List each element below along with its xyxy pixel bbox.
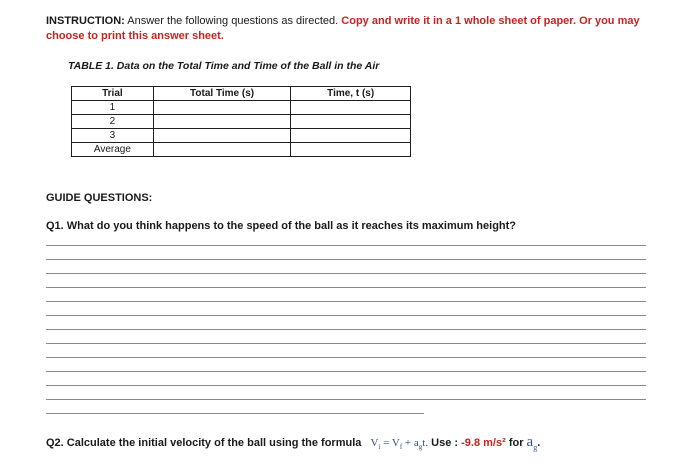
time-cell[interactable] bbox=[291, 143, 411, 157]
answer-line[interactable] bbox=[46, 245, 646, 246]
for-label: for bbox=[505, 437, 527, 449]
answer-line[interactable] bbox=[46, 399, 646, 400]
answer-line[interactable] bbox=[46, 301, 646, 302]
trial-cell: 2 bbox=[72, 115, 154, 129]
answer-line[interactable] bbox=[46, 357, 646, 358]
use-label: Use : bbox=[431, 437, 462, 449]
trial-cell: 1 bbox=[72, 101, 154, 115]
table-row bbox=[72, 143, 411, 157]
answer-line[interactable] bbox=[46, 259, 646, 260]
ag-symbol: $a_g$ bbox=[526, 434, 538, 452]
table-header-row bbox=[72, 87, 411, 101]
guide-questions-heading: GUIDE QUESTIONS: bbox=[46, 192, 153, 204]
instruction-label: INSTRUCTION: bbox=[46, 15, 125, 27]
answer-line[interactable] bbox=[46, 273, 646, 274]
answer-line[interactable] bbox=[46, 315, 646, 316]
answer-line[interactable] bbox=[46, 385, 646, 386]
table-row bbox=[72, 115, 411, 129]
gravity-value: -9.8 m/s² bbox=[461, 437, 506, 449]
time-cell[interactable] bbox=[291, 129, 411, 143]
total-time-cell[interactable] bbox=[153, 101, 291, 115]
answer-line[interactable] bbox=[46, 343, 646, 344]
data-table bbox=[71, 86, 411, 157]
total-time-cell[interactable] bbox=[153, 129, 291, 143]
answer-line[interactable] bbox=[46, 287, 646, 288]
instruction-red-text: Copy and write it in a 1 whole sheet of paper. Or you may choose to print this answer sheet. bbox=[46, 15, 640, 42]
header-total-time: Total Time (s) bbox=[153, 87, 291, 101]
table-caption: TABLE 1. Data on the Total Time and Time of the Ball in the Air bbox=[68, 60, 380, 72]
total-time-cell[interactable] bbox=[153, 143, 291, 157]
trial-cell: 3 bbox=[72, 129, 154, 143]
velocity-formula: $V_i = V_f + a_gt$. bbox=[370, 437, 429, 452]
answer-line[interactable] bbox=[46, 329, 646, 330]
table-row bbox=[72, 129, 411, 143]
instruction-paragraph bbox=[46, 14, 676, 44]
question-1: Q1. What do you think happens to the speed of the ball as it reaches its maximum height? bbox=[46, 220, 517, 232]
header-time-in-air: Time, t (s) bbox=[291, 87, 411, 101]
time-cell[interactable] bbox=[291, 115, 411, 129]
question-2-text: Q2. Calculate the initial velocity of the ball using the formula bbox=[46, 437, 362, 449]
question-2: Q2. Calculate the initial velocity of the ball using the formula $V_i = V_f + a_gt$. Use : -9.8 m/s² for $a_g$. bbox=[46, 434, 541, 452]
total-time-cell[interactable] bbox=[153, 115, 291, 129]
answer-line[interactable] bbox=[46, 413, 424, 414]
time-cell[interactable] bbox=[291, 101, 411, 115]
trial-cell: Average bbox=[72, 143, 154, 157]
table-row bbox=[72, 101, 411, 115]
header-trial: Trial bbox=[72, 87, 154, 101]
answer-line[interactable] bbox=[46, 371, 646, 372]
instruction-text: Answer the following questions as directed. bbox=[124, 15, 342, 27]
